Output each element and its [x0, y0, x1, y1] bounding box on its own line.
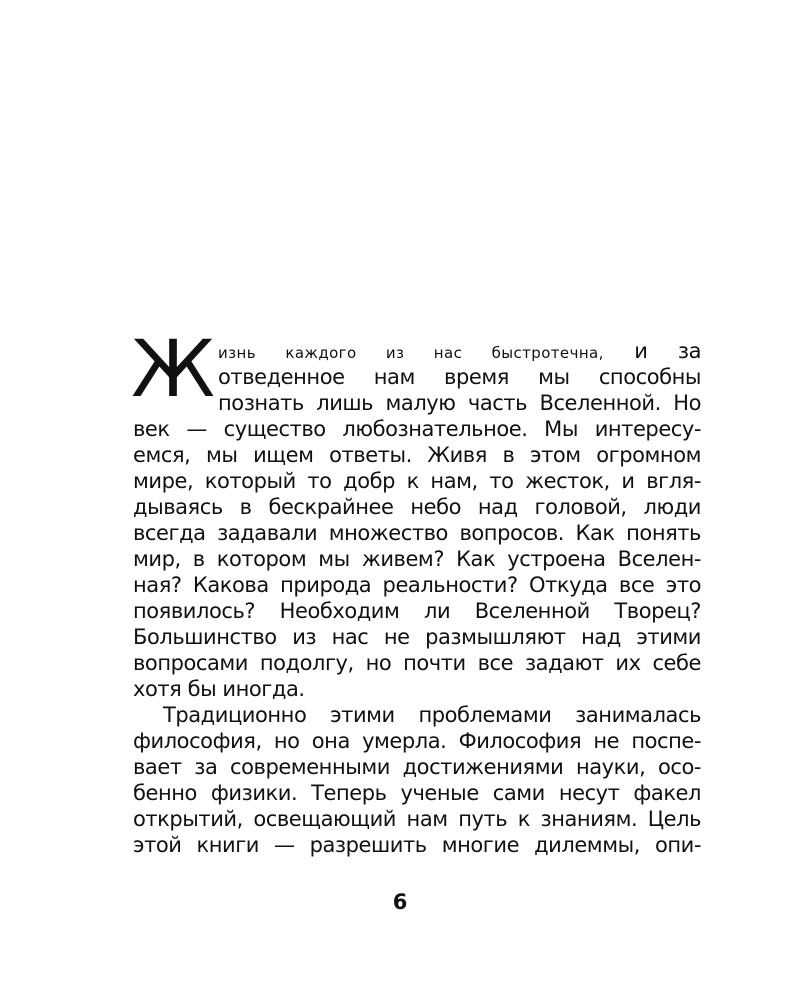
text-line: философия, но она умерла. Философия не поспе-: [133, 729, 701, 753]
paragraph-2: [133, 702, 701, 858]
paragraph-1: [131, 325, 701, 702]
text-line: Традиционно этими проблемами занималась: [163, 703, 701, 727]
text-line: хотя бы иногда.: [133, 677, 305, 701]
text-line: вает за современными достижениями науки, осо-: [133, 755, 701, 779]
text-line: дываясь в бескрайнее небо над головой, люди: [133, 495, 701, 519]
text-line: бенно физики. Теперь ученые сами несут факел: [133, 781, 701, 805]
body-text: [131, 325, 701, 858]
text-line: мире, который то добр к нам, то жесток, и вгля-: [133, 469, 701, 493]
text-line: век — существо любознательное. Мы интересу-: [133, 417, 701, 441]
page-number: 6: [392, 890, 408, 914]
text-line: отведенное нам время мы способны: [218, 365, 701, 389]
drop-cap: Ж: [131, 325, 216, 415]
text-line: открытий, освещающий нам путь к знаниям. Цель: [133, 807, 701, 831]
text-line: мир, в котором мы живем? Как устроена Вселен-: [133, 547, 701, 571]
text-line: ная? Какова природа реальности? Откуда все это: [133, 573, 701, 597]
text-line: этой книги — разрешить многие дилеммы, опи-: [133, 833, 701, 857]
text-line: Большинство из нас не размышляют над этими: [133, 625, 701, 649]
text-line: изнь каждого из нас быстротечна, и за: [218, 339, 701, 363]
text-line: познать лишь малую часть Вселенной. Но: [218, 391, 701, 415]
text-line: емся, мы ищем ответы. Живя в этом огромном: [133, 443, 701, 467]
text-line: вопросами подолгу, но почти все задают их себе: [133, 651, 701, 675]
text-line: всегда задавали множество вопросов. Как понять: [133, 521, 701, 545]
text-line: появилось? Необходим ли Вселенной Творец?: [133, 599, 701, 623]
